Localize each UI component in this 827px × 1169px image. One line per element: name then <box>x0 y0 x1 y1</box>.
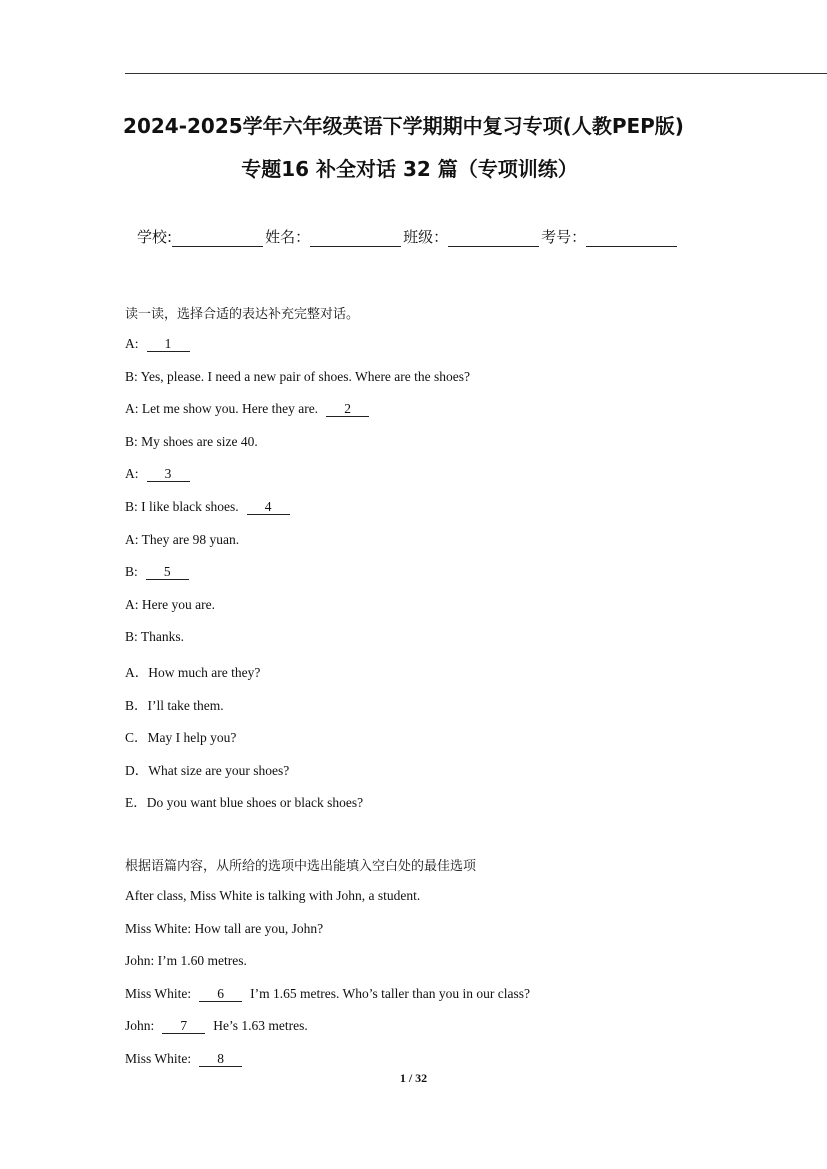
dialogue-line <box>125 499 290 515</box>
answer-blank-8[interactable]: 8 <box>199 1052 242 1067</box>
class-label: 班级： <box>403 228 449 246</box>
page-number: 1 / 32 <box>399 1071 428 1085</box>
line-text-after: He’s 1.63 metres. <box>213 1018 308 1034</box>
line-text-after: I’m 1.65 metres. Who’s taller than you in our class? <box>250 985 530 1001</box>
line-text: Miss White: How tall are you, John? <box>125 920 324 936</box>
line-text: A: <box>125 336 139 351</box>
answer-option: E．Do you want blue shoes or black shoes? <box>125 795 364 811</box>
dialogue-line <box>125 466 190 482</box>
answer-blank-4[interactable]: 4 <box>247 500 290 515</box>
answer-blank-2[interactable]: 2 <box>326 402 369 417</box>
section2-line <box>125 888 420 904</box>
answer-option: D．What size are your shoes? <box>125 762 290 778</box>
section2-instruction: 根据语篇内容，从所给的选项中选出能填入空白处的最佳选项 <box>125 859 477 874</box>
line-text: John: <box>125 1018 155 1034</box>
answer-option: B．I’ll take them. <box>125 697 224 713</box>
section2-line <box>125 921 323 937</box>
dialogue-line <box>125 629 184 645</box>
line-text: B: My shoes are size 40. <box>125 433 258 449</box>
dialogue-line <box>125 564 189 580</box>
exam-number-label: 考号： <box>541 228 587 246</box>
answer-blank-1[interactable]: 1 <box>147 337 190 352</box>
dialogue-line <box>125 369 470 385</box>
dialogue-line <box>125 336 190 352</box>
line-text: A: <box>125 466 139 482</box>
section2-line <box>125 953 247 969</box>
student-info-row <box>137 226 679 247</box>
school-field[interactable] <box>172 228 263 247</box>
answer-blank-3[interactable]: 3 <box>147 467 190 482</box>
answer-blank-7[interactable]: 7 <box>162 1019 205 1034</box>
line-text: John: I’m 1.60 metres. <box>125 953 247 969</box>
exam-number-field[interactable] <box>586 228 677 247</box>
name-label: 姓名： <box>265 228 311 246</box>
line-text: A: Here you are. <box>125 596 215 612</box>
line-text: B: I like black shoes. <box>125 499 239 514</box>
line-text: B: Thanks. <box>125 629 185 645</box>
answer-option: A．How much are they? <box>125 665 261 680</box>
section2-line <box>125 1051 242 1067</box>
line-text: B: Yes, please. I need a new pair of shoes. Where are the shoes? <box>125 368 471 384</box>
answer-blank-6[interactable]: 6 <box>199 987 242 1002</box>
dialogue-line <box>125 434 258 450</box>
line-text: Miss White: <box>125 1051 192 1066</box>
document-title: 2024-2025学年六年级英语下学期期中复习专项(人教PEP版) <box>123 114 684 138</box>
name-field[interactable] <box>310 228 401 247</box>
line-text: A: Let me show you. Here they are. <box>125 401 319 417</box>
line-text: Miss White: <box>125 985 192 1001</box>
document-subtitle: 专题16 补全对话 32 篇（专项训练） <box>241 157 578 181</box>
section2-line <box>125 986 530 1002</box>
section1-instruction: 读一读，选择合适的表达补充完整对话。 <box>125 307 360 322</box>
header-rule <box>125 73 827 74</box>
school-label: 学校: <box>137 228 173 246</box>
dialogue-line <box>125 597 215 613</box>
line-text: A: They are 98 yuan. <box>125 531 240 547</box>
dialogue-line <box>125 532 239 548</box>
answer-blank-5[interactable]: 5 <box>146 565 189 580</box>
class-field[interactable] <box>448 228 539 247</box>
section2-line <box>125 1018 308 1034</box>
answer-option: C．May I help you? <box>125 730 237 746</box>
line-text: After class, Miss White is talking with John, a student. <box>125 888 421 903</box>
dialogue-line <box>125 401 369 417</box>
line-text: B: <box>125 564 138 580</box>
